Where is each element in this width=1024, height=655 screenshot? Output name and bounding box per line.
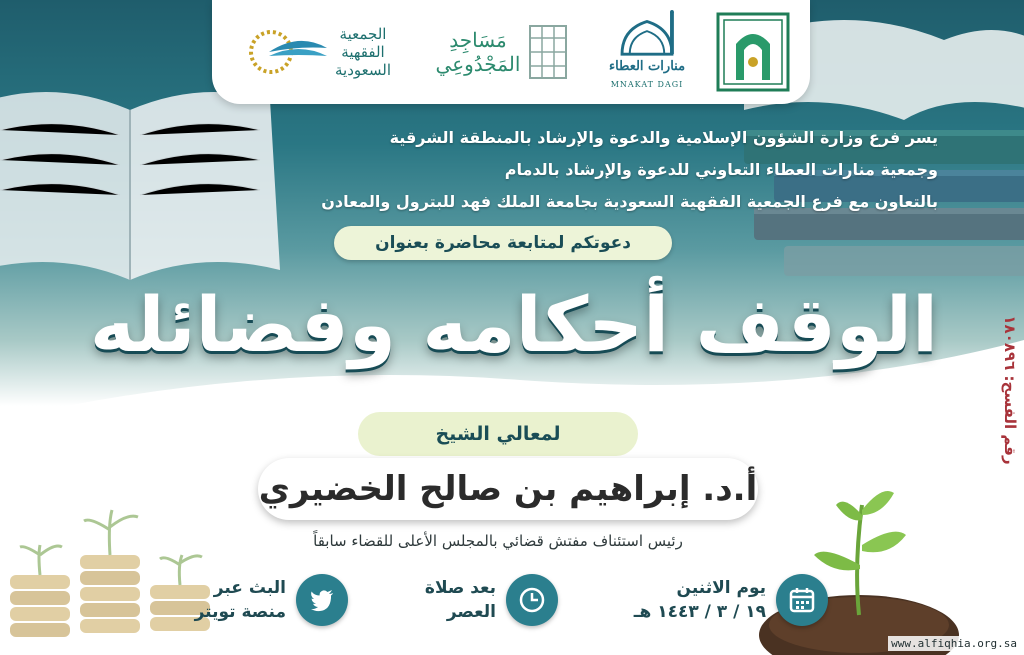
masajed-line1: مَسَاجِدِ bbox=[449, 28, 507, 52]
date-value: ١٩ / ٣ / ١٤٤٣ هـ bbox=[633, 602, 766, 622]
speaker-name: أ.د. إبراهيم بن صالح الخضيري bbox=[258, 469, 758, 509]
intro-line-1: يسر فرع وزارة الشؤون الإسلامية والدعوة والإرشاد بالمنطقة الشرقية bbox=[389, 128, 938, 147]
manarat-latin: MNAKAT DAGI bbox=[610, 80, 684, 89]
fiqh-line3: السعودية bbox=[334, 61, 391, 79]
lattice-pattern-icon bbox=[528, 24, 568, 80]
fiqh-line1: الجمعية bbox=[339, 25, 387, 43]
speaker-box bbox=[258, 458, 758, 520]
time-value: العصر bbox=[446, 602, 496, 622]
honorific-pill: لمعالي الشيخ bbox=[358, 412, 638, 456]
logo-bar bbox=[212, 0, 810, 104]
broadcast-info bbox=[195, 568, 348, 632]
fiqh-society-logo bbox=[230, 10, 410, 94]
date-day: يوم الاثنين bbox=[676, 578, 766, 598]
manarat-name: منارات العطاء bbox=[608, 59, 686, 74]
website-watermark: www.alfiqhia.org.sa bbox=[888, 636, 1020, 651]
broadcast-platform: منصة تويتر bbox=[194, 602, 286, 622]
date-info bbox=[634, 568, 828, 632]
intro-line-3: بالتعاون مع فرع الجمعية الفقهية السعودية بجامعة الملك فهد للبترول والمعادن bbox=[321, 192, 938, 211]
intro-line-2: وجمعية منارات العطاء التعاوني للدعوة والإرشاد بالدمام bbox=[504, 160, 938, 179]
masajed-logo bbox=[422, 10, 582, 94]
masajed-line2: المَجْدُوعِي bbox=[435, 52, 521, 76]
calendar-icon bbox=[776, 574, 828, 626]
time-label: بعد صلاة bbox=[424, 578, 496, 598]
fiqh-line2: الفقهية bbox=[341, 43, 385, 61]
time-info bbox=[425, 568, 558, 632]
permit-number: رقم الفسح: ١٨٠٨٩٦ bbox=[1001, 315, 1019, 465]
ministry-emblem-icon bbox=[714, 10, 792, 94]
broadcast-label: البث عبر bbox=[213, 578, 286, 598]
mosque-dome-icon bbox=[611, 10, 683, 58]
invite-pill: دعوتكم لمتابعة محاضرة بعنوان bbox=[334, 226, 672, 260]
book-wings-icon bbox=[249, 22, 329, 82]
clock-icon bbox=[506, 574, 558, 626]
twitter-icon bbox=[296, 574, 348, 626]
ministry-logo bbox=[710, 10, 796, 94]
permit-number-vertical bbox=[998, 270, 1022, 510]
manarat-logo bbox=[592, 10, 702, 94]
speaker-role: رئيس استئناف مفتش قضائي بالمجلس الأعلى للقضاء سابقاً bbox=[313, 532, 683, 550]
lecture-title: الوقف أحكامه وفضائله bbox=[89, 280, 939, 369]
